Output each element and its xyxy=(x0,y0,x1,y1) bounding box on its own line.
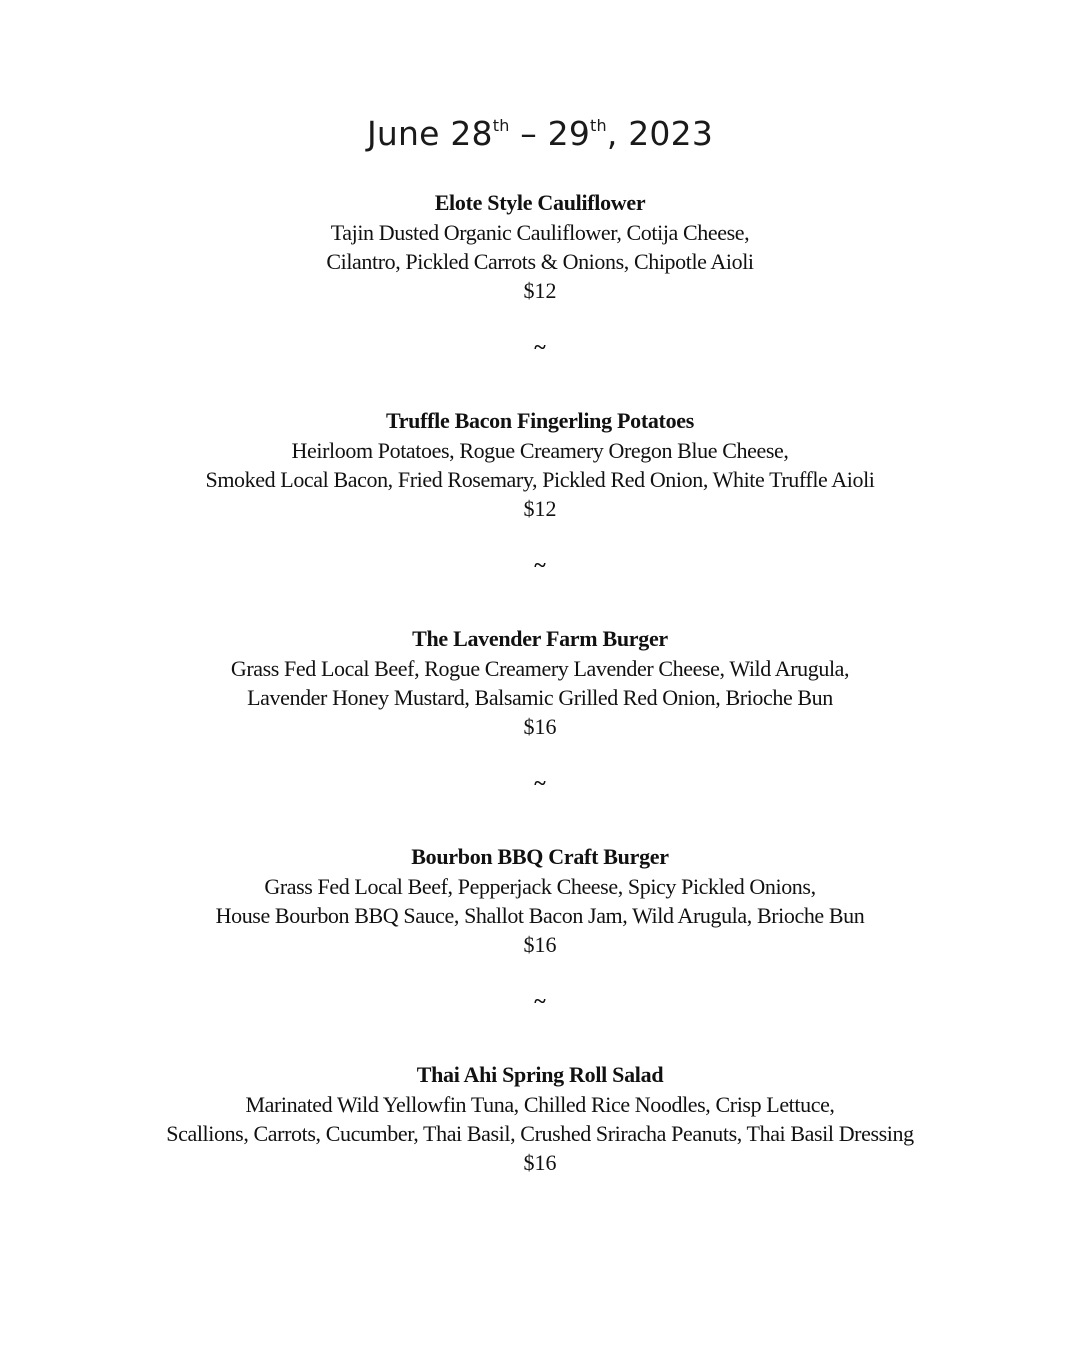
menu-item-name: Truffle Bacon Fingerling Potatoes xyxy=(385,408,695,433)
menu-item-description-line-2: House Bourbon BBQ Sauce, Shallot Bacon Jam, Wild Arugula, Brioche Bun xyxy=(215,903,865,928)
menu-item-description-line-2: Smoked Local Bacon, Fried Rosemary, Pickled Red Onion, White Truffle Aioli xyxy=(205,467,875,492)
menu-item-description-line-1: Marinated Wild Yellowfin Tuna, Chilled Rice Noodles, Crisp Lettuce, xyxy=(245,1092,835,1117)
menu-separator: ~ xyxy=(534,552,546,577)
menu-item-name: Elote Style Cauliflower xyxy=(434,190,646,215)
menu-date-title xyxy=(0,112,1080,156)
menu-item-price: $12 xyxy=(523,278,557,303)
menu-item-name: Bourbon BBQ Craft Burger xyxy=(411,844,669,869)
title-part-3: , 2023 xyxy=(606,114,714,153)
menu-item-price: $16 xyxy=(523,714,557,739)
menu-item-description-line-1: Grass Fed Local Beef, Pepperjack Cheese, Spicy Pickled Onions, xyxy=(264,874,816,899)
menu-item-description-line-2: Lavender Honey Mustard, Balsamic Grilled Red Onion, Brioche Bun xyxy=(247,685,833,710)
title-part-2: – 29 xyxy=(509,114,591,153)
menu-list xyxy=(0,188,1080,1177)
menu-item-description-line-2: Cilantro, Pickled Carrots & Onions, Chipotle Aioli xyxy=(326,249,754,274)
menu-item-price: $16 xyxy=(523,1150,557,1175)
menu-item xyxy=(0,406,1080,523)
menu-item-name: Thai Ahi Spring Roll Salad xyxy=(416,1062,664,1087)
menu-item-price: $16 xyxy=(523,932,557,957)
title-part-1: June 28 xyxy=(366,114,493,153)
menu-item xyxy=(0,188,1080,305)
menu-item-name: The Lavender Farm Burger xyxy=(412,626,668,651)
menu-item xyxy=(0,624,1080,741)
menu-separator: ~ xyxy=(534,334,546,359)
title-sup-2: th xyxy=(590,116,607,135)
menu-item-price: $12 xyxy=(523,496,557,521)
menu-separator: ~ xyxy=(534,770,546,795)
title-sup-1: th xyxy=(492,116,510,135)
menu-item-description-line-1: Heirloom Potatoes, Rogue Creamery Oregon Blue Cheese, xyxy=(291,438,789,463)
menu-item xyxy=(0,1060,1080,1177)
menu-item-description-line-1: Tajin Dusted Organic Cauliflower, Cotija Cheese, xyxy=(330,220,750,245)
menu-item-description-line-1: Grass Fed Local Beef, Rogue Creamery Lavender Cheese, Wild Arugula, xyxy=(230,656,850,681)
menu-separator: ~ xyxy=(534,988,546,1013)
menu-item xyxy=(0,842,1080,959)
menu-item-description-line-2: Scallions, Carrots, Cucumber, Thai Basil, Crushed Sriracha Peanuts, Thai Basil Dressing xyxy=(166,1121,914,1146)
